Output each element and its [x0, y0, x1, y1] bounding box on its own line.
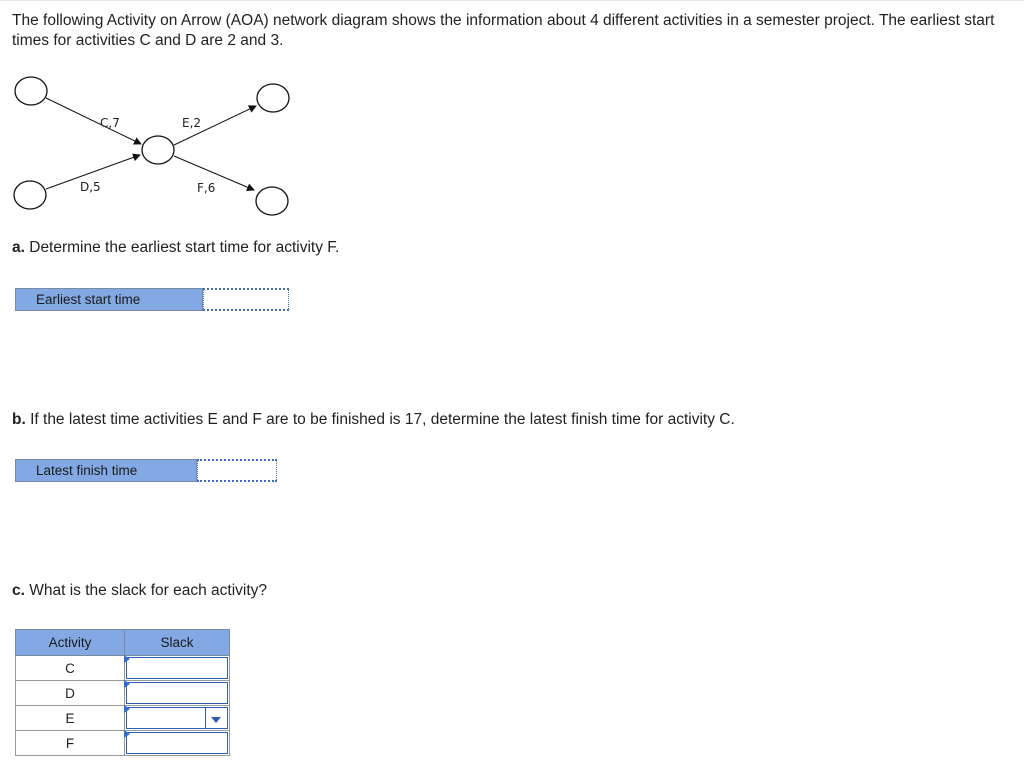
latest-finish-input[interactable] [197, 459, 277, 482]
label-d: D,5 [80, 180, 101, 194]
top-divider [0, 0, 1024, 5]
flag-icon [124, 680, 130, 688]
node-f-end [256, 187, 288, 215]
table-row [16, 731, 230, 756]
problem-intro: The following Activity on Arrow (AOA) network diagram shows the information about 4 different activities in a semester project. The earliest start times for activities C and D are 2 and 3. [12, 12, 995, 49]
table-row [16, 656, 230, 681]
slack-input-d[interactable] [125, 681, 230, 706]
table-row [16, 706, 230, 731]
arrow-c [46, 98, 141, 144]
slack-table [15, 629, 230, 756]
flag-icon [124, 705, 130, 713]
node-middle [142, 136, 174, 164]
header-activity: Activity [16, 630, 125, 656]
table-row [16, 681, 230, 706]
question-a [12, 238, 339, 258]
question-b-text: If the latest time activities E and F are to be finished is 17, determine the latest finish time for activity C. [25, 411, 735, 428]
activity-cell: C [16, 656, 125, 681]
flag-icon [124, 655, 130, 663]
slack-select-e[interactable] [125, 706, 230, 731]
activity-cell: F [16, 731, 125, 756]
question-c-text: What is the slack for each activity? [24, 582, 268, 599]
slack-input-f[interactable] [125, 731, 230, 756]
flag-icon [124, 730, 130, 738]
activity-cell: E [16, 706, 125, 731]
label-f: F,6 [197, 181, 216, 195]
question-c [12, 581, 267, 601]
label-c: C,7 [100, 116, 120, 130]
latest-finish-label: Latest finish time [15, 459, 197, 482]
question-c-prefix: c. [12, 582, 25, 599]
question-a-prefix: a. [12, 239, 25, 256]
slack-input-c[interactable] [125, 656, 230, 681]
header-slack: Slack [125, 630, 230, 656]
activity-cell: D [16, 681, 125, 706]
answer-row-a [15, 288, 289, 311]
question-b [12, 410, 735, 430]
aoa-network-diagram [0, 65, 310, 225]
question-b-prefix: b. [12, 411, 26, 428]
label-e: E,2 [182, 116, 202, 130]
question-a-text: Determine the earliest start time for activity F. [24, 239, 340, 256]
earliest-start-input[interactable] [203, 288, 289, 311]
answer-row-b [15, 459, 277, 482]
slack-table-header [16, 630, 230, 656]
node-c-start [15, 77, 47, 105]
chevron-down-icon[interactable] [206, 707, 228, 729]
node-e-end [257, 84, 289, 112]
node-d-start [14, 181, 46, 209]
earliest-start-label: Earliest start time [15, 288, 203, 311]
